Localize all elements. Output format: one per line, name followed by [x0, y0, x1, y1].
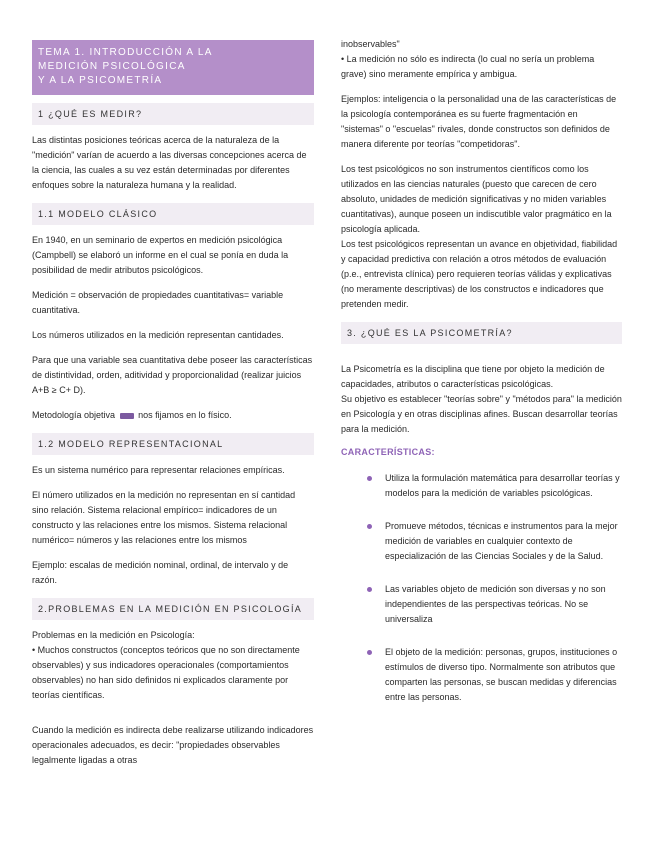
- list-item: [341, 471, 622, 501]
- right-column: [341, 37, 622, 723]
- paragraph: Los test psicológicos representan un avance en objetividad, fiabilidad y capacidad predictiva con relación a otros métodos de evaluación (p.e., entrevista clínica) pero requieren teorías válidas y explicativas (no meramente descriptivas) de los constructos e indicadores que pretenden medir.: [341, 239, 618, 309]
- paragraph: • Muchos constructos (conceptos teóricos que no son directamente observables) y sus indicadores operacionales (comportamientos observables) no han sido definidos ni explicados claramente por teorías científicas.: [32, 645, 300, 700]
- paragraph: La Psicometría es la disciplina que tiene por objeto la medición de capacidades, atributos o características psicológicas.: [341, 364, 605, 389]
- section-heading-que-es-medir: 1 ¿QUÉ ES MEDIR?: [32, 103, 314, 125]
- metodologia-text-2: nos fijamos en lo físico.: [138, 410, 232, 420]
- title-line-3: Y A LA PSICOMETRÍA: [38, 75, 163, 86]
- metodologia-text: Metodología objetiva: [32, 410, 116, 420]
- section-heading-modelo-representacional: 1.2 MODELO REPRESENTACIONAL: [32, 433, 314, 455]
- bullet-icon: [367, 524, 372, 529]
- list-item: [341, 645, 622, 705]
- paragraph: Es un sistema numérico para representar relaciones empíricas.: [32, 465, 285, 475]
- arrow-right-icon: [120, 413, 134, 419]
- paragraph: Medición = observación de propiedades cuantitativas= variable cuantitativa.: [32, 290, 284, 315]
- paragraph: • La medición no sólo es indirecta (lo cual no sería un problema grave) sino meramente empírica y ambigua.: [341, 54, 595, 79]
- paragraph: El número utilizados en la medición no representan en sí cantidad sino relación. Sistema relacional empírico= indicadores de un constructo y las relaciones entre los mismos. Sistema relacional numérico= números y las relaciones entre los mismos: [32, 490, 296, 545]
- paragraph: Cuando la medición es indirecta debe realizarse utilizando indicadores operacionales adecuados, es decir: "propiedades observables legalmente ligadas a otras: [32, 725, 314, 765]
- section-heading-modelo-clasico: 1.1 MODELO CLÁSICO: [32, 203, 314, 225]
- list-item-text: Las variables objeto de medición son diversas y no son independientes de las perspectivas teóricas. No se universaliza: [385, 584, 606, 624]
- bullet-icon: [367, 587, 372, 592]
- title-line-1: TEMA 1. INTRODUCCIÓN A LA: [38, 47, 213, 58]
- title-line-2: MEDICIÓN PSICOLÓGICA: [38, 61, 186, 72]
- characteristics-title: CARACTERÍSTICAS:: [341, 447, 435, 457]
- list-item-text: Utiliza la formulación matemática para desarrollar teorías y modelos para la medición de variables psicológicas.: [385, 473, 620, 498]
- list-item: [341, 519, 622, 564]
- list-item-text: El objeto de la medición: personas, grupos, instituciones o estímulos de diverso tipo. Normalmente son atributos que comparten las personas, se buscan medidas y diferencias entre las personas.: [385, 647, 618, 702]
- list-item-text: Promueve métodos, técnicas e instrumentos para la mejor medición de variables en cualquier contexto de especialización de las Ciencias Sociales y de la Salud.: [385, 521, 618, 561]
- paragraph: inobservables": [341, 39, 400, 49]
- bullet-icon: [367, 476, 372, 481]
- paragraph-metodologia: [32, 408, 314, 423]
- section-heading-problemas: 2.PROBLEMAS EN LA MEDICIÓN EN PSICOLOGÍA: [32, 598, 314, 620]
- list-item: [341, 582, 622, 627]
- paragraph: Su objetivo es establecer "teorías sobre" y "métodos para" la medición en Psicología y en otras disciplinas afines. Buscan desarrollar teorías para la medición.: [341, 394, 622, 434]
- paragraph: Para que una variable sea cuantitativa debe poseer las características de distintividad, orden, aditividad y proporcionalidad (realizar juicios A+B ≥ C+ D).: [32, 355, 313, 395]
- paragraph: Problemas en la medición en Psicología:: [32, 630, 195, 640]
- paragraph: Las distintas posiciones teóricas acerca de la naturaleza de la "medición" varían de acuerdo a las diversas concepciones acerca de la ciencia, las cuales a su vez están determinadas por diferentes enfoques sobre la naturaleza humana y la realidad.: [32, 135, 307, 190]
- paragraph: Los test psicológicos no son instrumentos científicos como los utilizados en las ciencias naturales (puesto que carecen de cero absoluto, unidades de medición significativas y no miden variables cuantitativas), aunque poseen un indiscutible valor pragmático en la psicología aplicada.: [341, 164, 612, 234]
- paragraph: Ejemplo: escalas de medición nominal, ordinal, de intervalo y de razón.: [32, 560, 289, 585]
- document-title: [32, 40, 314, 95]
- paragraph: En 1940, en un seminario de expertos en medición psicológica (Campbell) se elaboró un informe en el cual se ponía en duda la posibilidad de medir atributos psicológicos.: [32, 235, 289, 275]
- bullet-icon: [367, 650, 372, 655]
- left-column: [32, 40, 314, 778]
- paragraph: Ejemplos: inteligencia o la personalidad una de las características de la psicología contemporánea es su fuerte fragmentación en "sistemas" o "escuelas" rivales, donde constructos son definidos de manera diferente por teorías "competidoras".: [341, 94, 617, 149]
- section-heading-psicometria: 3. ¿QUÉ ES LA PSICOMETRÍA?: [341, 322, 622, 344]
- characteristics-list: [341, 471, 622, 705]
- paragraph: Los números utilizados en la medición representan cantidades.: [32, 330, 284, 340]
